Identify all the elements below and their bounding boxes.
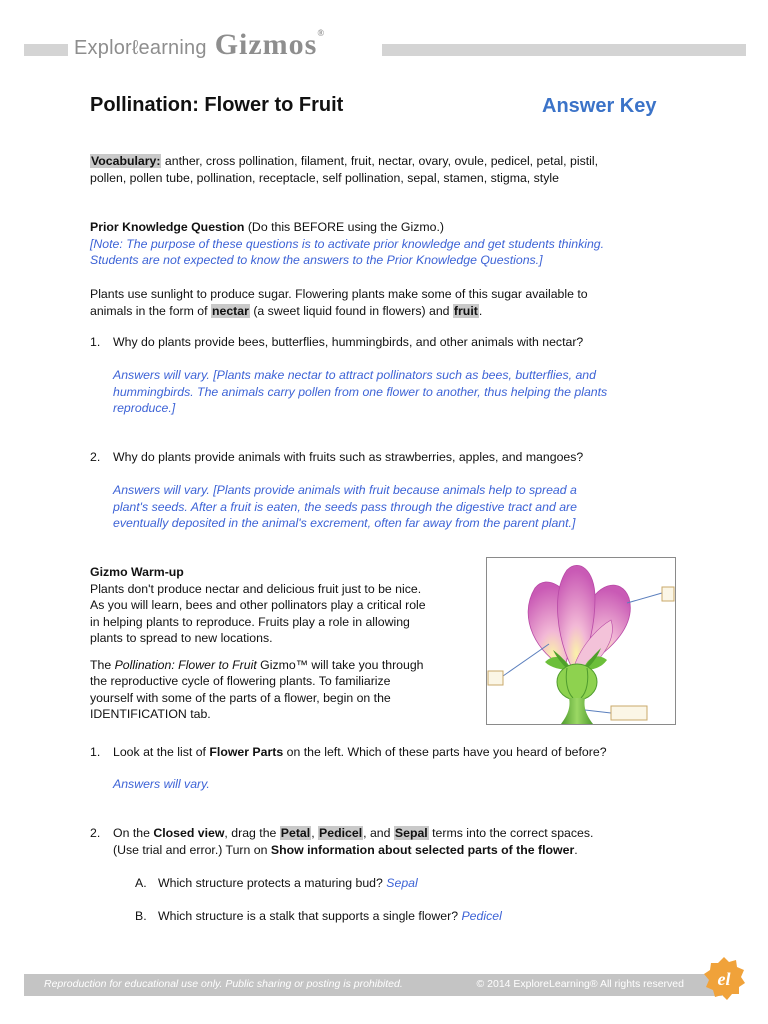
brand-explore-text: Explorℓearning (74, 37, 207, 59)
explorelearning-gizmos-logo (74, 28, 325, 64)
vocabulary-line-2: pollen, pollen tube, pollination, receptacle, self pollination, sepal, stamen, stigma, style (90, 170, 559, 185)
warmup-qa-letter: A. (135, 876, 147, 890)
warmup-section: Gizmo Warm-up Plants don't produce nectar and delicious fruit just to be nice. As you will learn, bees and other pollinators play a critical role in helping plants to reproduce. Fruits play a role in allowing plants to spread to new locations. The Pollination: Flower to Fruit Gizmo™ will take you through the reproductive cycle of flowering plants. To familiarize yourself with some of the parts of a flower, begin on the IDENTIFICATION tab. (90, 564, 480, 723)
teacher-note-line-1: [Note: The purpose of these questions is to activate prior knowledge and get students thinking. (90, 236, 605, 251)
term-pedicel: Pedicel (319, 826, 363, 840)
header-bar-right (382, 44, 746, 56)
footer-copyright: © 2014 ExploreLearning® All rights reserved (476, 978, 684, 990)
label-drop-box-sepal (488, 671, 503, 685)
prior-a2-answer: Answers will vary. [Plants provide animals with fruit because animals help to spread a plant's seeds. After a fruit is eaten, the seeds pass through the digestive tract and are eventually deposited in the animal's excrement, often far away from the parent plant.] (113, 483, 577, 530)
term-fruit: fruit (453, 303, 478, 318)
prior-heading: Prior Knowledge Question (Do this BEFORE using the Gizmo.) (90, 220, 444, 234)
warmup-a1-answer: Answers will vary. (113, 777, 210, 791)
explorelearning-el-logo (700, 954, 748, 1002)
answer-key-heading: Answer Key (542, 95, 657, 117)
prior-q2-text: Why do plants provide animals with fruits such as strawberries, apples, and mangoes? (113, 450, 584, 464)
warmup-q2-text: On the Closed view, drag the Petal, Pedicel, and Sepal terms into the correct spaces. (Use trial and error.) Turn on Show information about selected parts of the flower. (113, 826, 594, 857)
brand-gizmos-text: Gizmos® (214, 28, 326, 61)
intro-line-1: Plants use sunlight to produce sugar. Flowering plants make some of this sugar available to (90, 287, 588, 301)
vocabulary-line-1: Vocabulary: anther, cross pollination, filament, fruit, nectar, ovary, ovule, pedicel, petal, pistil, (91, 154, 599, 168)
term-nectar: nectar (211, 303, 249, 318)
label-drop-box-pedicel (611, 706, 647, 720)
warmup-qb-letter: B. (135, 909, 147, 923)
warmup-heading: Gizmo Warm-up (90, 565, 184, 579)
term-sepal: Sepal (394, 826, 428, 840)
footer-notice: Reproduction for educational use only. Public sharing or posting is prohibited. (44, 978, 403, 990)
prior-q1-number: 1. (90, 335, 101, 349)
page-footer (24, 974, 722, 996)
teacher-note-line-2: Students are not expected to know the answers to the Prior Knowledge Questions.] (90, 253, 543, 267)
prior-q2-number: 2. (90, 450, 101, 464)
label-drop-box-petal (662, 587, 674, 601)
warmup-qa-text: Which structure protects a maturing bud? Sepal (158, 876, 418, 890)
warmup-q2-number: 2. (90, 826, 101, 840)
flower-illustration (487, 558, 675, 724)
vocabulary-section (90, 153, 690, 186)
warmup-q1-number: 1. (90, 745, 101, 759)
svg-text:el: el (717, 969, 731, 989)
term-petal: Petal (280, 826, 311, 840)
page-title: Pollination: Flower to Fruit (90, 94, 344, 116)
vocabulary-label: Vocabulary: (91, 154, 161, 168)
warmup-qa-answer: Sepal (386, 876, 418, 890)
prior-knowledge-section (90, 219, 710, 269)
header-bar-left (24, 44, 68, 56)
intro-line-2: animals in the form of nectar (a sweet liquid found in flowers) and fruit. (90, 303, 483, 318)
warmup-qb-text: Which structure is a stalk that supports a single flower? Pedicel (158, 909, 502, 923)
prior-a1-answer: Answers will vary. [Plants make nectar to attract pollinators such as bees, butterflies, and hummingbirds. The animals carry pollen from one flower to another, thus helping the plants reproduce.] (113, 368, 608, 415)
prior-intro (90, 286, 710, 319)
flower-closed-view-figure (486, 557, 676, 725)
warmup-qb-answer: Pedicel (461, 909, 502, 923)
warmup-q1-text: Look at the list of Flower Parts on the left. Which of these parts have you heard of before? (113, 745, 607, 759)
prior-q1-text: Why do plants provide bees, butterflies, hummingbirds, and other animals with nectar? (113, 335, 584, 349)
